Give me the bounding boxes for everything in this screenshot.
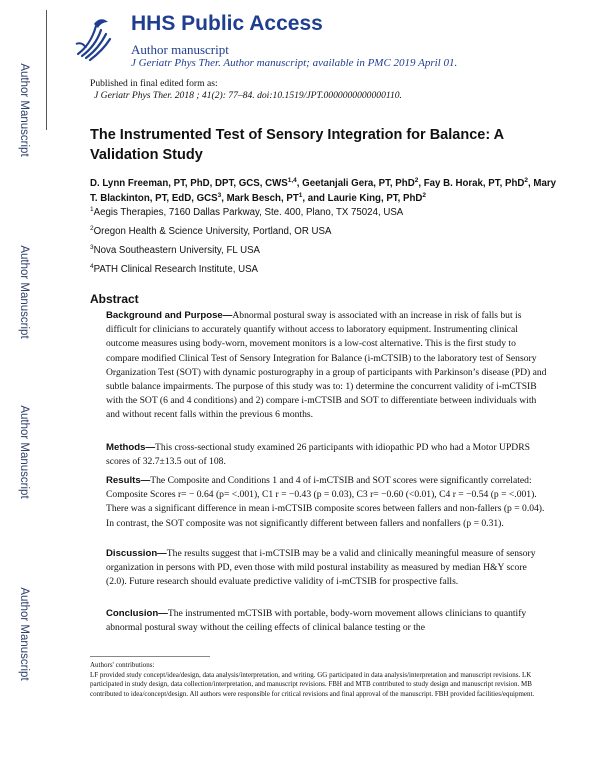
abstract-conclusion <box>106 607 548 635</box>
author-name: , Mary T. Blackinton, PT, EdD, GCS <box>90 178 556 204</box>
abstract-discussion <box>106 547 548 590</box>
affiliation-number: 4 <box>90 262 94 270</box>
abstract-results <box>106 474 548 531</box>
author-list <box>90 176 560 206</box>
affiliation-text: Nova Southeastern University, FL USA <box>93 245 260 256</box>
published-info <box>90 78 402 102</box>
section-label: Results— <box>106 475 151 486</box>
author-affiliation-mark: 1 <box>298 191 303 199</box>
abstract-heading: Abstract <box>90 292 139 306</box>
affiliation-item <box>90 245 560 256</box>
section-text: The Composite and Conditions 1 and 4 of i-mCTSIB and SOT scores were significantly correlated: Composite Scores r= − 0.64 (p= <.001), C1 r = −0.43 (p = 0.03), C3 r= −0.60 (˂0.01), C4 r = −0.54 (p = <.001). There was a significant difference in mean i-mCTSIB composite scores between fallers and non-fallers (p = 0.04). In contrast, the SOT composite was not significantly different between fallers and nonfallers (p = 0.31). <box>106 475 545 529</box>
affiliation-item <box>90 264 560 275</box>
section-text: The results suggest that i-mCTSIB may be a valid and clinically meaningful measure of sensory organization in persons with PD, even those with mild postural instability as measured by median H&Y score (2.0). Future research should evaluate predictive validity of i-mCTSIB for prospective falls. <box>106 548 536 588</box>
author-name: , and Laurie King, PT, PhD <box>302 193 423 204</box>
section-text: The instrumented mCTSIB with portable, body-worn movement allows clinicians to quantify abnormal postural sway without the ceiling effects of clinical balance testing or the <box>106 608 527 634</box>
side-label-author-manuscript: Author Manuscript <box>18 587 30 681</box>
abstract-methods <box>106 441 548 469</box>
affiliation-text: PATH Clinical Research Institute, USA <box>93 264 259 275</box>
contributions-text: LF provided study concept/idea/design, data analysis/interpretation, and writing. GG participated in data analysis/interpretation and manuscript revisions. LK participated in study design, data collection/interpretation, and manuscript revisions. FBH and MTB contributed to study design and manuscript revision. MB contributed to idea/concept/design. All authors were responsible for critical revisions and final approval of the manuscript. FBH provided facilities/equipment. <box>90 670 535 698</box>
affiliation-item <box>90 207 560 218</box>
affiliation-item <box>90 226 560 237</box>
author-affiliation-mark: 1,4 <box>287 176 297 184</box>
author-name: , Fay B. Horak, PT, PhD <box>418 178 525 189</box>
header-divider <box>46 10 47 130</box>
published-label: Published in final edited form as: <box>90 78 218 89</box>
citation-line: J Geriatr Phys Ther. 2018 ; 41(2): 77–84. doi:10.1519/JPT.0000000000000110. <box>94 90 402 101</box>
section-label: Background and Purpose— <box>106 310 233 321</box>
author-name: , Mark Besch, PT <box>221 193 299 204</box>
side-label-author-manuscript: Author Manuscript <box>18 63 30 157</box>
section-text: Abnormal postural sway is associated with an increase in risk of falls but is difficult for clinicians to accurately quantify without access to laboratory equipment. Instrumenting clinical outcome measures using body-worn, movement monitors is a low-cost alternative. This is the first study to compare modified Clinical Test of Sensory Integration for Balance (i-mCTSIB) to the laboratory test of Sensory Organization Test (SOT) with dynamic posturography in a group of participants with Parkinson’s disease (PD) and subtle balance impairments. The purpose of this study was to: 1) determine the concurrent validity of i-mCTSIB with the SOT (6 and 4 conditions) and 2) compare i-mCTSIB and SOT to differentiate between individuals with and without recent falls within the previous 6 months. <box>106 310 547 421</box>
side-label-author-manuscript: Author Manuscript <box>18 405 30 499</box>
article-title: The Instrumented Test of Sensory Integration for Balance: A Validation Study <box>90 127 504 163</box>
affiliation-number: 1 <box>90 205 94 213</box>
hhs-eagle-logo-icon <box>72 14 116 62</box>
side-banner <box>0 0 46 776</box>
author-affiliation-mark: 3 <box>217 191 222 199</box>
author-affiliation-mark: 2 <box>422 191 427 199</box>
author-manuscript-label: Author manuscript <box>131 42 229 57</box>
affiliation-number: 2 <box>90 224 94 232</box>
author-name: D. Lynn Freeman, PT, PhD, DPT, GCS, CWS <box>90 178 288 189</box>
abstract-background <box>106 309 548 423</box>
section-label: Conclusion— <box>106 608 168 619</box>
author-affiliation-mark: 2 <box>524 176 528 184</box>
affiliation-text: Oregon Health & Science University, Portland, OR USA <box>93 226 332 237</box>
footnote-divider <box>90 656 210 657</box>
contributions-heading: Authors' contributions: <box>90 661 155 669</box>
affiliation-text: Aegis Therapies, 7160 Dallas Parkway, Ste. 400, Plano, TX 75024, USA <box>93 207 404 218</box>
author-affiliation-mark: 2 <box>414 176 419 184</box>
journal-availability-line: J Geriatr Phys Ther. Author manuscript; available in PMC 2019 April 01. <box>131 57 458 69</box>
author-name: , Geetanjali Gera, PT, PhD <box>296 178 415 189</box>
side-label-author-manuscript: Author Manuscript <box>18 245 30 339</box>
section-label: Discussion— <box>106 548 167 559</box>
author-contributions <box>90 661 550 699</box>
section-label: Methods— <box>106 442 156 453</box>
affiliation-number: 3 <box>90 243 94 251</box>
section-text: This cross-sectional study examined 26 participants with idiopathic PD who had a Motor UPDRS scores of 32.7±13.5 out of 108. <box>106 442 530 468</box>
hhs-public-access-title: HHS Public Access <box>131 12 323 35</box>
